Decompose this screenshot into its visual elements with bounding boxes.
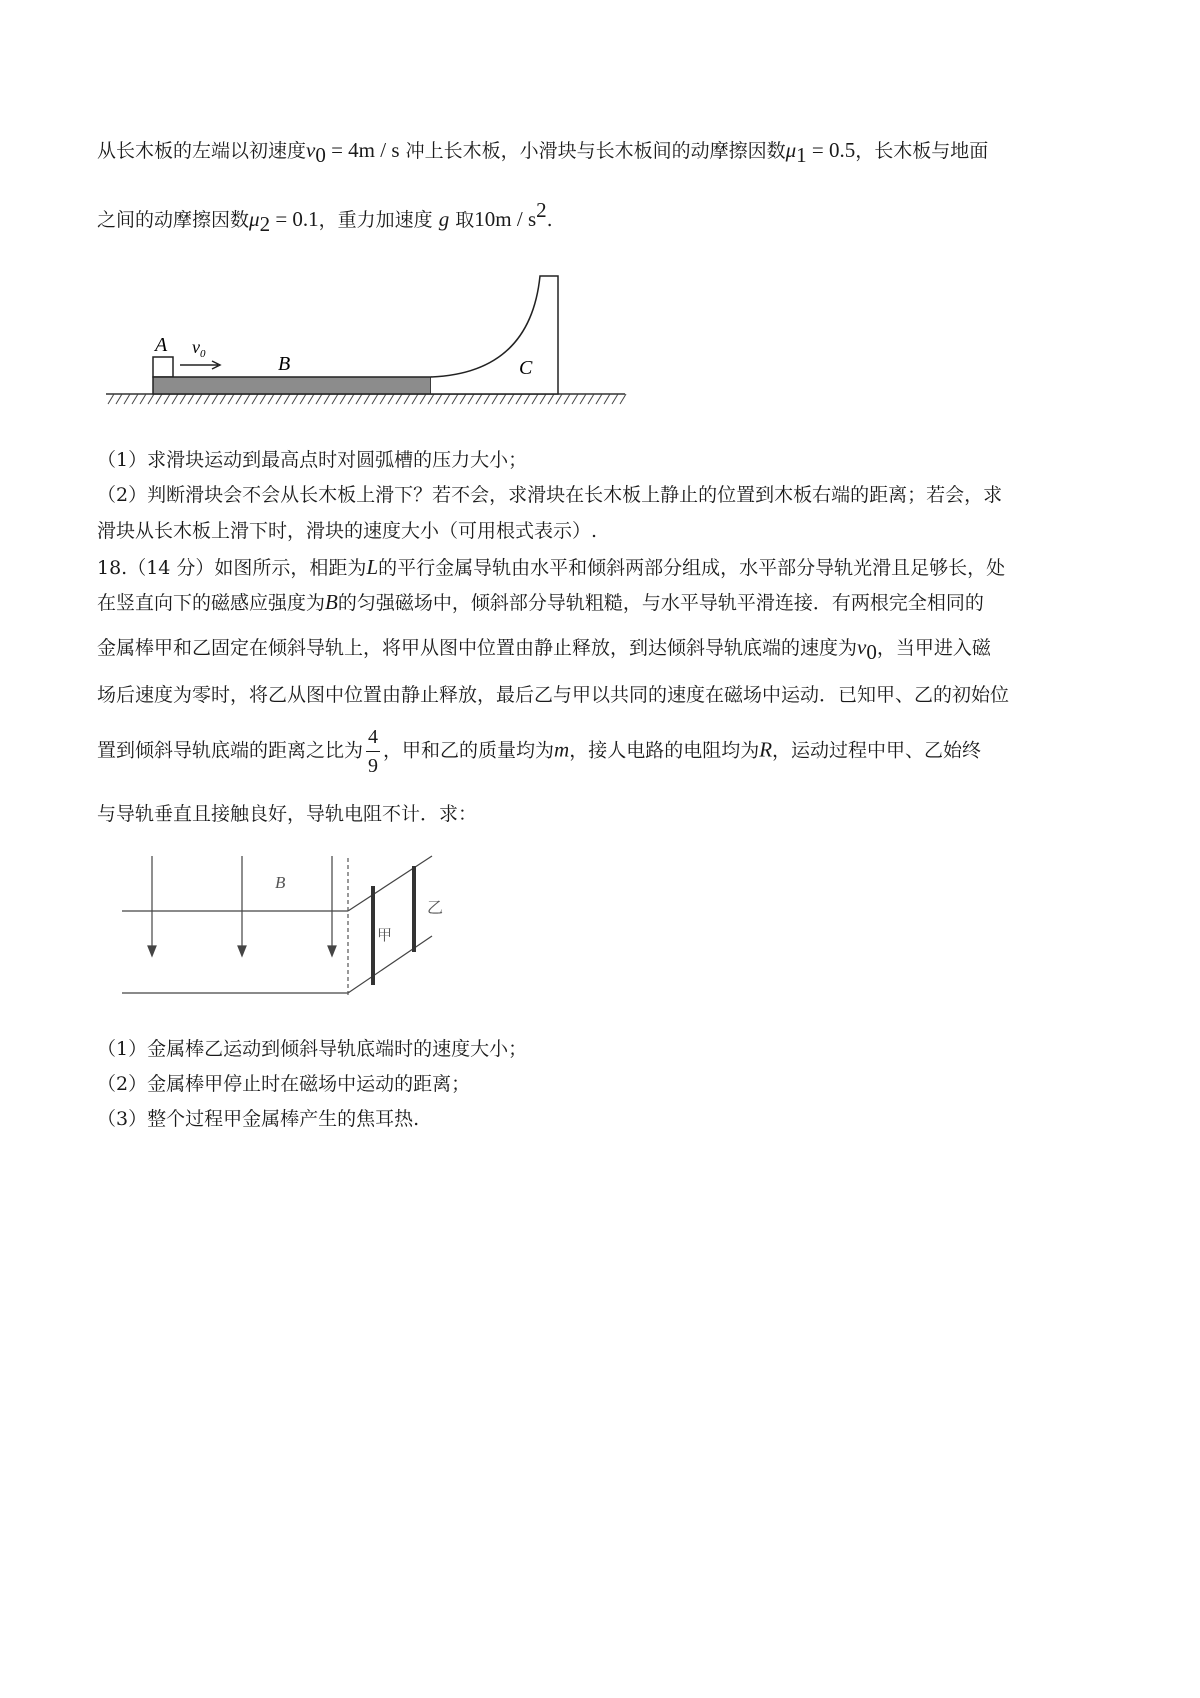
- fraction-denominator: 9: [368, 755, 379, 777]
- hatch-mark: [428, 394, 434, 404]
- text-segment: ，当甲进入磁: [876, 637, 991, 659]
- text-segment: ，长木板与地面: [855, 140, 989, 162]
- velocity-arrow-icon: [180, 361, 220, 369]
- hatch-mark: [172, 394, 178, 404]
- q18-line2: [97, 592, 984, 613]
- hatch-mark: [420, 394, 426, 404]
- hatch-mark: [388, 394, 394, 404]
- hatch-mark: [588, 394, 594, 404]
- q18-part1: （1）金属棒乙运动到倾斜导轨底端时的速度大小；: [97, 1038, 528, 1060]
- hatch-mark: [412, 394, 418, 404]
- hatch-mark: [476, 394, 482, 404]
- q17-part2-line2: 滑块从长木板上滑下时，滑块的速度大小（可用根式表示）.: [97, 520, 598, 542]
- q18-line1: [97, 557, 1005, 578]
- text-segment: 金属棒甲和乙固定在倾斜导轨上，将甲从图中位置由静止释放，到达倾斜导轨底端的速度为: [97, 637, 858, 659]
- hatch-mark: [108, 394, 114, 404]
- hatch-mark: [604, 394, 610, 404]
- hatch-mark: [292, 394, 298, 404]
- symbol-mu2: μ: [249, 207, 260, 231]
- hatch-mark: [468, 394, 474, 404]
- fraction-numerator: 4: [366, 725, 380, 752]
- track-c: [431, 276, 558, 394]
- hatch-mark: [596, 394, 602, 404]
- label-v0: $v_0$: [192, 337, 206, 360]
- field-arrows: [148, 856, 336, 956]
- hatch-mark: [284, 394, 290, 404]
- figure-rails-magnetic-field: [110, 848, 450, 1008]
- q18-line4: 场后速度为零时，将乙从图中位置由静止释放，最后乙与甲以共同的速度在磁场中运动．已知甲、乙的初始位: [97, 684, 1010, 706]
- hatch-mark: [508, 394, 514, 404]
- hatch-mark: [404, 394, 410, 404]
- text-segment: 18.（14 分）如图所示，相距为: [97, 557, 367, 579]
- hatch-mark: [204, 394, 210, 404]
- label-c: C: [519, 357, 533, 379]
- hatch-mark: [372, 394, 378, 404]
- text-line-1: [97, 140, 988, 166]
- text-segment: 在竖直向下的磁感应强度为: [97, 592, 326, 614]
- hatch-mark: [236, 394, 242, 404]
- hatch-mark: [124, 394, 130, 404]
- symbol-L: L: [366, 555, 379, 579]
- hatch-mark: [300, 394, 306, 404]
- hatch-mark: [180, 394, 186, 404]
- hatch-mark: [212, 394, 218, 404]
- hatch-mark: [580, 394, 586, 404]
- text-segment: ，甲和乙的质量均为: [383, 739, 555, 762]
- symbol-m: m: [554, 737, 570, 762]
- text-segment: 从长木板的左端以初速度: [97, 140, 307, 162]
- value-mu2: = 0.1: [270, 207, 319, 231]
- text-segment: 之间的动摩擦因数: [97, 209, 250, 231]
- text-segment: ，运动过程中甲、乙始终: [772, 739, 982, 762]
- q17-part2-line1: （2）判断滑块会不会从长木板上滑下？若不会，求滑块在长木板上静止的位置到木板右端的距离；若会，求: [97, 484, 1003, 506]
- label-a: A: [155, 334, 168, 356]
- hatch-mark: [444, 394, 450, 404]
- figure-block-board-track: [100, 258, 630, 418]
- text-line-2: [97, 200, 553, 235]
- hatch-mark: [572, 394, 578, 404]
- symbol-v0: v: [306, 138, 316, 162]
- board-b: [153, 377, 431, 394]
- symbol-g: g: [438, 207, 450, 231]
- symbol-v0: v: [857, 635, 867, 659]
- hatch-mark: [228, 394, 234, 404]
- hatch-mark: [260, 394, 266, 404]
- hatch-mark: [612, 394, 618, 404]
- hatch-mark: [276, 394, 282, 404]
- symbol-R: R: [759, 737, 773, 762]
- hatch-mark: [532, 394, 538, 404]
- hatch-mark: [380, 394, 386, 404]
- hatch-mark: [500, 394, 506, 404]
- hatch-mark: [132, 394, 138, 404]
- hatch-mark: [484, 394, 490, 404]
- hatch-mark: [540, 394, 546, 404]
- text-segment: 的匀强磁场中，倾斜部分导轨粗糙，与水平导轨平滑连接．有两根完全相同的: [337, 592, 984, 614]
- hatch-mark: [116, 394, 122, 404]
- q18-line5: [97, 725, 981, 778]
- hatch-mark: [620, 394, 626, 404]
- value-g: 10m / s: [474, 207, 537, 231]
- superscript: 2: [536, 198, 547, 222]
- hatch-mark: [436, 394, 442, 404]
- hatch-mark: [140, 394, 146, 404]
- hatch-mark: [196, 394, 202, 404]
- hatch-mark: [356, 394, 362, 404]
- label-yi: 乙: [427, 898, 444, 917]
- hatch-mark: [164, 394, 170, 404]
- text-segment: ，接人电路的电阻均为: [569, 739, 760, 762]
- symbol-B: B: [325, 590, 338, 614]
- q18-part2: （2）金属棒甲停止时在磁场中运动的距离；: [97, 1073, 471, 1095]
- hatch-mark: [316, 394, 322, 404]
- label-b: B: [278, 353, 291, 375]
- q18-line3: [97, 637, 991, 663]
- q18-part3: （3）整个过程甲金属棒产生的焦耳热.: [97, 1108, 420, 1130]
- horizontal-rails: [122, 911, 348, 993]
- hatch-mark: [332, 394, 338, 404]
- hatch-mark: [348, 394, 354, 404]
- text-segment: ，重力加速度: [318, 209, 433, 231]
- hatch-mark: [556, 394, 562, 404]
- text-segment: .: [546, 209, 553, 231]
- hatch-mark: [340, 394, 346, 404]
- fraction: [366, 725, 380, 778]
- symbol-mu1: μ: [785, 138, 797, 162]
- value-mu1: = 0.5: [806, 138, 856, 162]
- hatch-mark: [548, 394, 554, 404]
- q18-line6: 与导轨垂直且接触良好，导轨电阻不计．求：: [97, 803, 478, 825]
- subscript: 0: [315, 143, 326, 167]
- hatch-mark: [244, 394, 250, 404]
- block-a: [153, 357, 173, 377]
- hatch-mark: [516, 394, 522, 404]
- subscript: 0: [866, 640, 877, 664]
- hatch-mark: [460, 394, 466, 404]
- subscript: 2: [259, 212, 271, 236]
- text-segment: 置到倾斜导轨底端的距离之比为: [97, 739, 364, 762]
- hatch-mark: [268, 394, 274, 404]
- text-segment: 冲上长木板，小滑块与长木板间的动摩擦因数: [405, 140, 786, 162]
- hatch-mark: [188, 394, 194, 404]
- hatch-mark: [524, 394, 530, 404]
- hatch-mark: [492, 394, 498, 404]
- text-segment: 的平行金属导轨由水平和倾斜两部分组成，水平部分导轨光滑且足够长，处: [378, 557, 1006, 579]
- hatch-mark: [156, 394, 162, 404]
- hatch-mark: [564, 394, 570, 404]
- label-jia: 甲: [377, 926, 393, 944]
- hatch-mark: [364, 394, 370, 404]
- value-v0: = 4m / s: [325, 138, 400, 162]
- subscript: 1: [796, 143, 807, 167]
- hatch-mark: [220, 394, 226, 404]
- hatch-mark: [148, 394, 154, 404]
- text-segment: 取: [455, 209, 475, 231]
- label-field-b: B: [275, 873, 286, 892]
- hatch-mark: [324, 394, 330, 404]
- hatch-mark: [308, 394, 314, 404]
- inclined-rails: [348, 856, 432, 993]
- hatch-mark: [396, 394, 402, 404]
- q17-part1: （1）求滑块运动到最高点时对圆弧槽的压力大小；: [97, 449, 528, 471]
- hatch-mark: [252, 394, 258, 404]
- hatch-mark: [452, 394, 458, 404]
